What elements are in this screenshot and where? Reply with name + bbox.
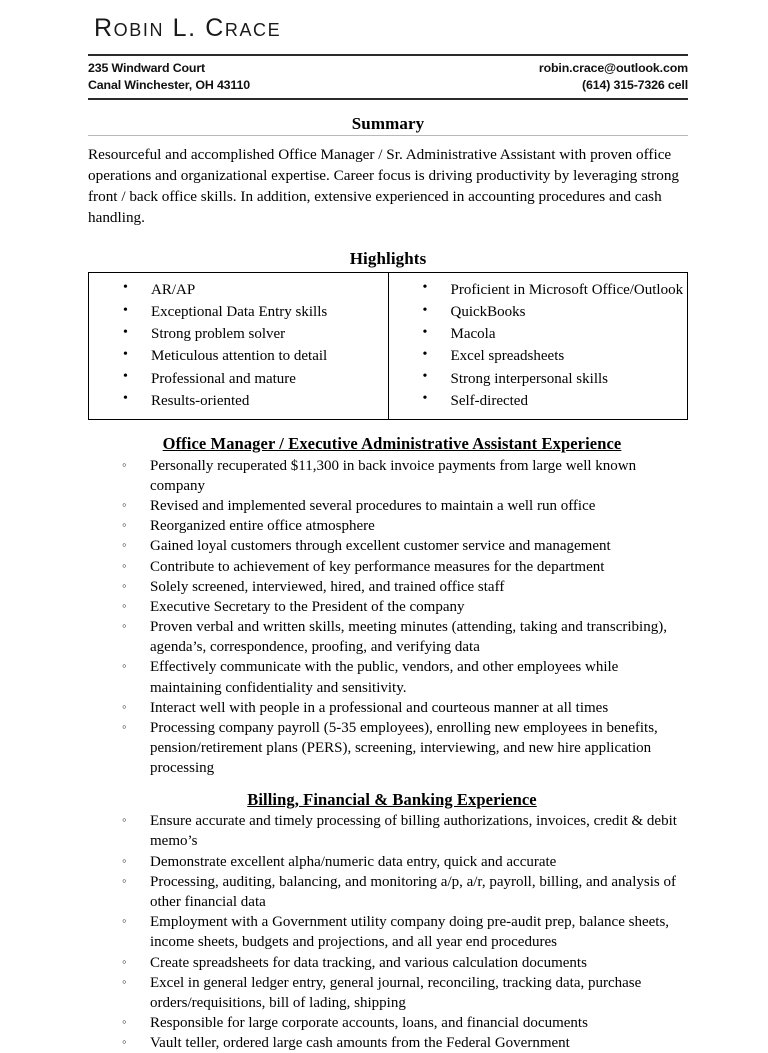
list-item: ◦ Demonstrate excellent alpha/numeric data entry, quick and accurate [122, 852, 688, 872]
summary-heading: Summary [351, 113, 425, 133]
list-item: • Meticulous attention to detail [123, 345, 388, 367]
experience-heading: Billing, Financial & Banking Experience [247, 789, 537, 809]
highlights-row [89, 272, 688, 419]
highlights-table [88, 272, 688, 420]
address-line-2: Canal Winchester, OH 43110 [88, 78, 250, 93]
list-item: • Strong interpersonal skills [423, 368, 688, 390]
experience-section-billing [88, 790, 688, 1053]
candidate-name: Robin L. Crace [94, 14, 282, 42]
list-item: ◦ Gained loyal customers through excellent customer service and management [122, 536, 688, 556]
list-item: ◦ Personally recuperated $11,300 in back invoice payments from large well known company [122, 456, 688, 496]
list-item: ◦ Effectively communicate with the public, vendors, and other employees while maintaining confidentiality and sensitivity. [122, 657, 688, 697]
list-item: ◦ Processing, auditing, balancing, and monitoring a/p, a/r, payroll, billing, and analysis of other financial data [122, 872, 688, 912]
list-item: ◦ Interact well with people in a professional and courteous manner at all times [122, 698, 688, 718]
list-item: ◦ Executive Secretary to the President of the company [122, 597, 688, 617]
list-item: ◦ Contribute to achievement of key performance measures for the department [122, 557, 688, 577]
list-item: ◦ Create spreadsheets for data tracking, and various calculation documents [122, 953, 688, 973]
experience-bullet-list [100, 811, 688, 1053]
highlights-left-list [89, 279, 388, 412]
email-address[interactable]: robin.crace@outlook.com [538, 60, 688, 75]
list-item: ◦ Vault teller, ordered large cash amounts from the Federal Government [122, 1033, 688, 1053]
highlights-right-list [389, 279, 688, 412]
contact-row-2 [88, 77, 688, 95]
contact-row-1 [88, 60, 688, 78]
list-item: • Excel spreadsheets [423, 345, 688, 367]
resume-content [88, 0, 688, 1053]
list-item: • AR/AP [123, 279, 388, 301]
phone-number: (614) 315-7326 cell [582, 78, 688, 93]
list-item: • QuickBooks [423, 301, 688, 323]
experience-bullet-list [100, 456, 688, 779]
list-item: • Proficient in Microsoft Office/Outlook [423, 279, 688, 301]
list-item: ◦ Employment with a Government utility company doing pre-audit prep, balance sheets, income sheets, budgets and projections, and all year end procedures [122, 912, 688, 952]
highlights-heading: Highlights [349, 248, 427, 268]
list-item: • Results-oriented [123, 390, 388, 412]
header-divider-bottom [88, 98, 688, 100]
highlights-left-cell [89, 272, 389, 419]
summary-paragraph: Resourceful and accomplished Office Manager / Sr. Administrative Assistant with proven office operations and organizational expertise. Career focus is driving productivity by leveraging strong front / back office skills. In addition, extensive experienced in accounting procedures and cash handling. [88, 145, 680, 226]
highlights-right-cell [388, 272, 688, 419]
list-item: ◦ Proven verbal and written skills, meeting minutes (attending, taking and transcribing), agenda’s, correspondence, proofing, and verifying data [122, 617, 688, 657]
list-item: ◦ Revised and implemented several procedures to maintain a well run office [122, 496, 688, 516]
list-item: ◦ Ensure accurate and timely processing of billing authorizations, invoices, credit & debit memo’s [122, 811, 688, 851]
summary-divider [88, 135, 688, 136]
list-item: • Self-directed [423, 390, 688, 412]
experience-section-office-manager [88, 434, 688, 779]
list-item: ◦ Solely screened, interviewed, hired, and trained office staff [122, 577, 688, 597]
list-item: ◦ Responsible for large corporate accounts, loans, and financial documents [122, 1013, 688, 1033]
contact-block [88, 56, 688, 98]
address-line-1: 235 Windward Court [88, 60, 205, 75]
list-item: ◦ Reorganized entire office atmosphere [122, 516, 688, 536]
list-item: • Professional and mature [123, 368, 388, 390]
list-item: ◦ Excel in general ledger entry, general journal, reconciling, tracking data, purchase orders/requisitions, bill of lading, shipping [122, 973, 688, 1013]
list-item: ◦ Processing company payroll (5-35 employees), enrolling new employees in benefits, pension/retirement plans (PERS), screening, interviewing, and new hire application processing [122, 718, 688, 779]
experience-heading: Office Manager / Executive Administrative Assistant Experience [162, 433, 622, 453]
list-item: • Strong problem solver [123, 323, 388, 345]
list-item: • Exceptional Data Entry skills [123, 301, 388, 323]
list-item: • Macola [423, 323, 688, 345]
